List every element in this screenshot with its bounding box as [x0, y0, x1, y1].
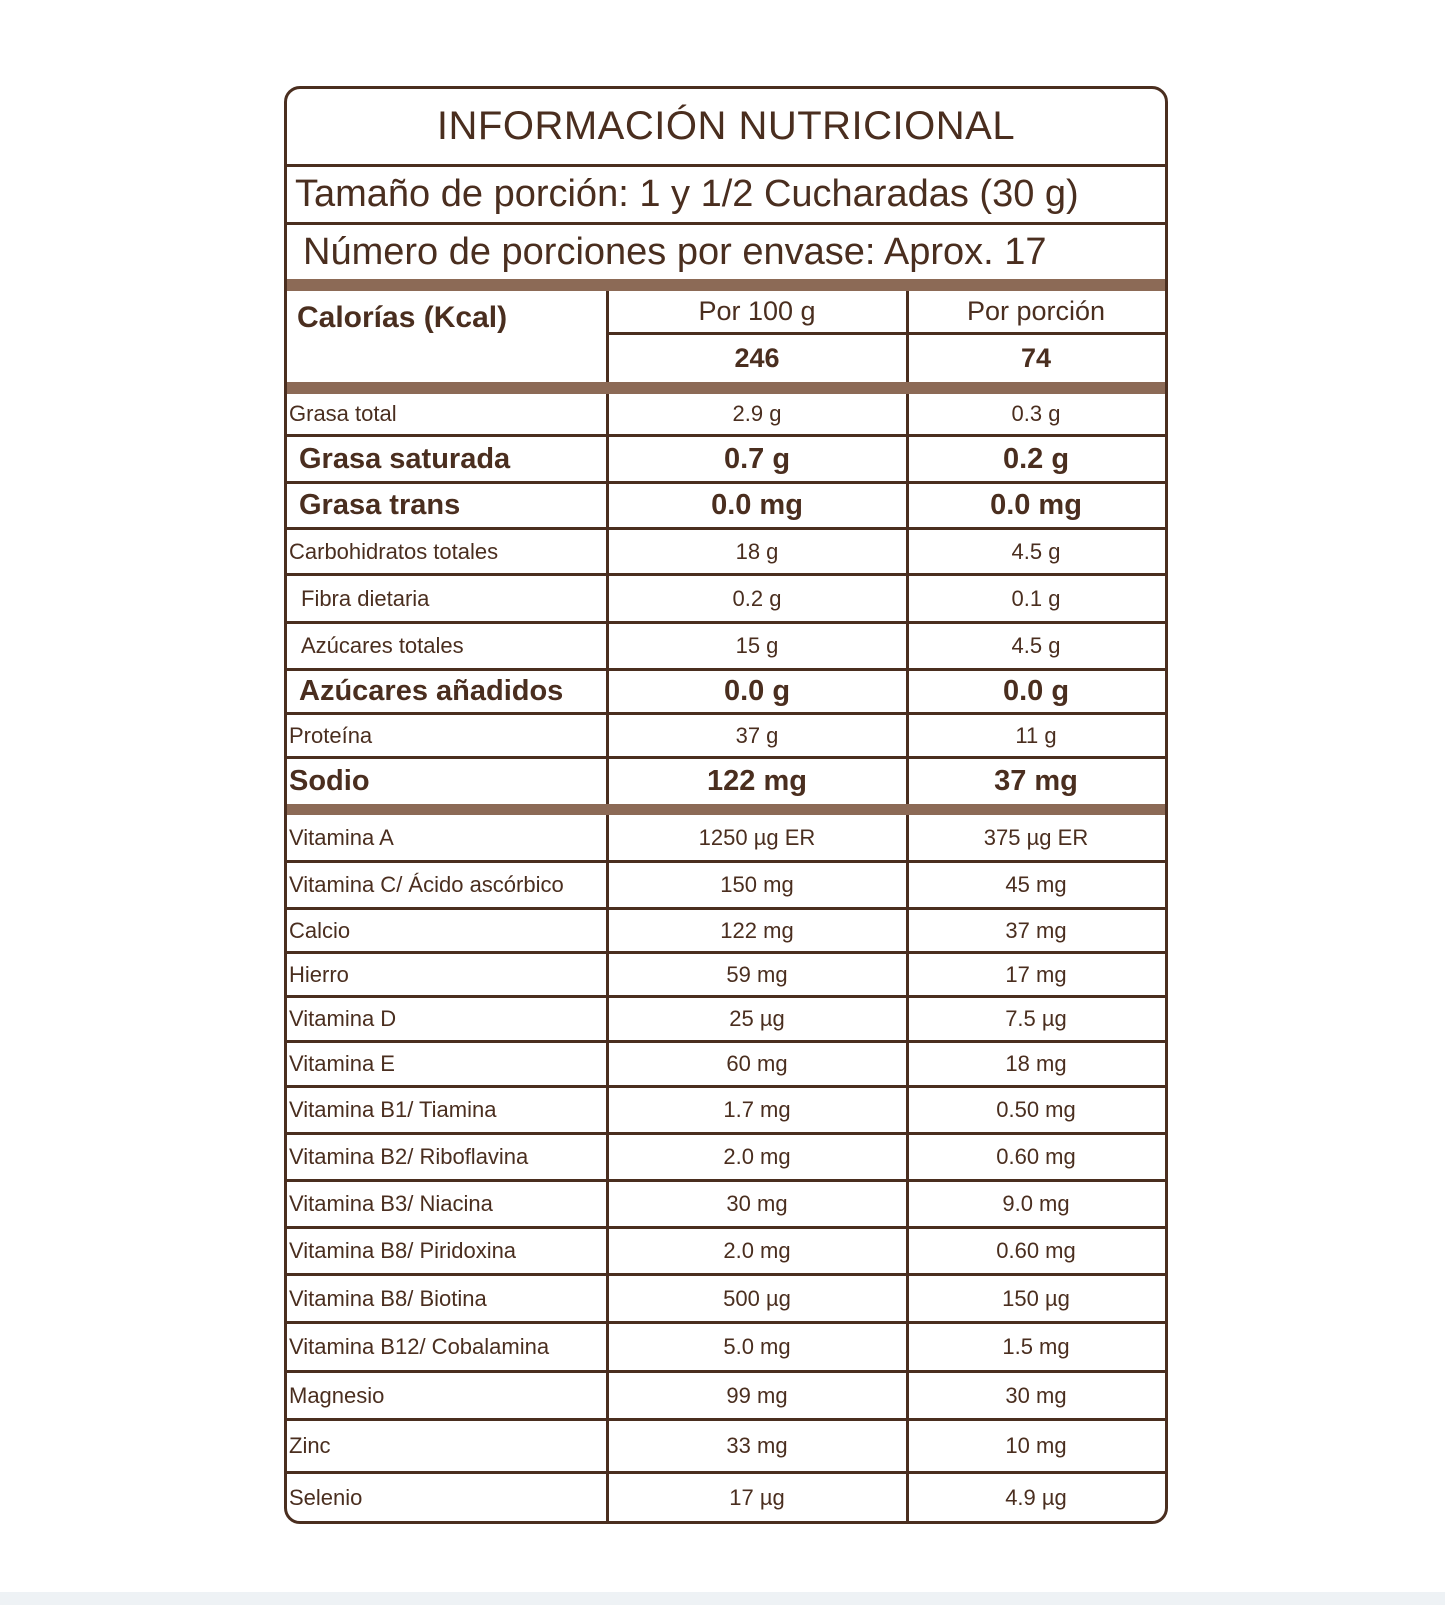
nutrient-name: Grasa total — [289, 401, 397, 426]
thick-divider-micronutrients — [287, 804, 1165, 815]
nutrient-per-100g: 18 g — [735, 538, 779, 564]
nutrient-name: Sodio — [289, 765, 370, 797]
col-header-per-100g: Por 100 g — [607, 291, 907, 335]
nutrient-row — [287, 759, 1165, 804]
micronutrient-per-100g: 30 mg — [726, 1191, 788, 1216]
nutrient-row — [287, 576, 1165, 624]
micronutrient-row — [287, 1182, 1165, 1229]
micronutrient-name: Vitamina B8/ Biotina — [289, 1285, 487, 1311]
micronutrient-per-100g: 1.7 mg — [723, 1097, 791, 1122]
micronutrient-per-100g: 500 µg — [723, 1285, 791, 1311]
micronutrient-per-100g: 5.0 mg — [723, 1334, 791, 1359]
micronutrient-name: Vitamina D — [289, 1006, 397, 1031]
nutrient-per-serving: 0.1 g — [1011, 585, 1061, 611]
nutrient-row — [287, 530, 1165, 576]
micronutrient-name: Vitamina B12/ Cobalamina — [289, 1334, 550, 1359]
micronutrient-row — [287, 998, 1165, 1043]
column-divider — [606, 291, 609, 382]
micronutrient-name: Vitamina A — [289, 824, 394, 850]
micronutrient-row — [287, 815, 1165, 863]
servings-per-container: Número de porciones por envase: Aprox. 17 — [303, 230, 1047, 273]
micronutrient-name: Vitamina B2/ Riboflavina — [289, 1144, 529, 1169]
nutrition-facts-label — [284, 86, 1168, 1524]
micronutrient-per-serving: 0.50 mg — [996, 1097, 1076, 1122]
calories-block — [287, 291, 1165, 382]
nutrient-row — [287, 394, 1165, 437]
column-divider — [606, 394, 609, 804]
micronutrient-row — [287, 910, 1165, 954]
nutrient-name: Azúcares añadidos — [299, 675, 564, 707]
nutrient-per-100g: 37 g — [735, 722, 779, 748]
micronutrient-name: Selenio — [289, 1484, 363, 1510]
micronutrient-name: Vitamina B1/ Tiamina — [289, 1097, 497, 1122]
micronutrient-row — [287, 1421, 1165, 1474]
micronutrient-per-100g: 59 mg — [726, 961, 788, 987]
micronutrient-name: Vitamina E — [289, 1051, 395, 1076]
nutrient-per-100g: 15 g — [735, 633, 779, 658]
nutrient-row — [287, 484, 1165, 530]
serving-size: Tamaño de porción: 1 y 1/2 Cucharadas (30 g) — [287, 167, 1165, 225]
calories-per-serving: 74 — [1020, 343, 1052, 373]
micronutrient-per-100g: 25 µg — [729, 1006, 785, 1031]
nutrient-per-serving: 11 g — [1015, 722, 1057, 748]
micronutrient-per-100g: 99 mg — [726, 1382, 788, 1408]
nutrient-name: Azúcares totales — [301, 633, 464, 658]
page-bottom-band — [0, 1592, 1445, 1605]
micronutrient-per-serving: 45 mg — [1005, 872, 1067, 897]
micronutrient-per-serving: 9.0 mg — [1002, 1191, 1070, 1216]
column-divider — [906, 815, 909, 1524]
nutrient-per-serving: 0.3 g — [1011, 401, 1061, 426]
micronutrient-row — [287, 1474, 1165, 1521]
calories-per-100g: 246 — [734, 343, 780, 373]
nutrient-per-serving: 4.5 g — [1011, 538, 1061, 564]
micronutrient-row — [287, 1088, 1165, 1135]
micronutrient-per-serving: 10 mg — [1005, 1433, 1067, 1458]
nutrient-per-serving: 0.0 mg — [990, 489, 1082, 521]
micronutrient-per-serving: 37 mg — [1005, 917, 1067, 943]
micronutrient-per-serving: 17 mg — [1005, 961, 1067, 987]
micronutrient-row — [287, 1276, 1165, 1324]
micronutrient-per-100g: 150 mg — [720, 872, 794, 897]
nutrient-name: Grasa saturada — [299, 442, 511, 475]
column-divider — [906, 394, 909, 804]
column-divider — [606, 815, 609, 1524]
micronutrient-per-100g: 122 mg — [720, 917, 794, 943]
micronutrient-per-serving: 1.5 mg — [1002, 1334, 1070, 1359]
calories-label: Calorías (Kcal) — [297, 301, 508, 334]
nutrient-per-100g: 0.7 g — [723, 442, 791, 475]
micronutrient-name: Vitamina B3/ Niacina — [289, 1191, 493, 1216]
micronutrient-per-serving: 375 µg ER — [983, 824, 1089, 850]
thick-divider-top — [287, 279, 1165, 291]
nutrient-row — [287, 671, 1165, 715]
micronutrient-row — [287, 954, 1165, 998]
nutrient-per-serving: 37 mg — [994, 765, 1078, 797]
nutrient-name: Carbohidratos totales — [289, 538, 499, 564]
col-header-per-serving: Por porción — [907, 291, 1165, 335]
nutrient-row — [287, 715, 1165, 759]
nutrient-per-serving: 0.2 g — [1002, 442, 1070, 475]
micronutrient-name: Hierro — [289, 961, 349, 987]
micronutrient-per-100g: 33 mg — [726, 1433, 788, 1458]
micronutrient-row — [287, 1373, 1165, 1421]
micronutrient-per-serving: 4.9 µg — [1005, 1484, 1067, 1510]
micronutrient-per-serving: 18 mg — [1005, 1051, 1067, 1076]
micronutrient-per-100g: 17 µg — [729, 1484, 785, 1510]
micronutrient-row — [287, 1043, 1165, 1088]
micronutrient-name: Vitamina C/ Ácido ascórbico — [289, 872, 564, 897]
micronutrient-per-serving: 7.5 µg — [1005, 1006, 1067, 1031]
micronutrient-per-100g: 2.0 mg — [723, 1238, 791, 1263]
micronutrient-per-serving: 0.60 mg — [996, 1144, 1076, 1169]
micronutrient-per-serving: 30 mg — [1005, 1382, 1067, 1408]
nutrient-per-100g: 0.0 g — [723, 675, 791, 707]
nutrient-name: Fibra dietaria — [301, 585, 430, 611]
micronutrient-row — [287, 1229, 1165, 1276]
column-divider — [906, 291, 909, 382]
micronutrient-per-100g: 1250 µg ER — [698, 824, 816, 850]
label-title: INFORMACIÓN NUTRICIONAL — [287, 89, 1165, 167]
micronutrient-name: Vitamina B8/ Piridoxina — [289, 1238, 517, 1263]
micronutrient-row — [287, 863, 1165, 910]
micronutrient-per-100g: 60 mg — [726, 1051, 788, 1076]
nutrient-per-serving: 4.5 g — [1011, 633, 1061, 658]
nutrient-name: Proteína — [289, 722, 373, 748]
nutrient-per-100g: 122 mg — [707, 765, 807, 797]
nutrient-name: Grasa trans — [299, 489, 461, 521]
nutrient-row — [287, 437, 1165, 484]
micronutrient-per-serving: 150 µg — [1002, 1285, 1070, 1311]
micronutrient-row — [287, 1324, 1165, 1373]
thick-divider-calories — [287, 382, 1165, 394]
micronutrient-name: Magnesio — [289, 1382, 385, 1408]
nutrient-per-100g: 0.0 mg — [711, 489, 803, 521]
micronutrient-row — [287, 1135, 1165, 1182]
nutrient-per-serving: 0.0 g — [1002, 675, 1070, 707]
nutrient-per-100g: 2.9 g — [732, 401, 782, 426]
micronutrient-name: Calcio — [289, 917, 351, 943]
nutrient-row — [287, 624, 1165, 671]
micronutrient-per-100g: 2.0 mg — [723, 1144, 791, 1169]
micronutrient-per-serving: 0.60 mg — [996, 1238, 1076, 1263]
nutrient-per-100g: 0.2 g — [732, 585, 782, 611]
micronutrient-name: Zinc — [289, 1433, 331, 1458]
